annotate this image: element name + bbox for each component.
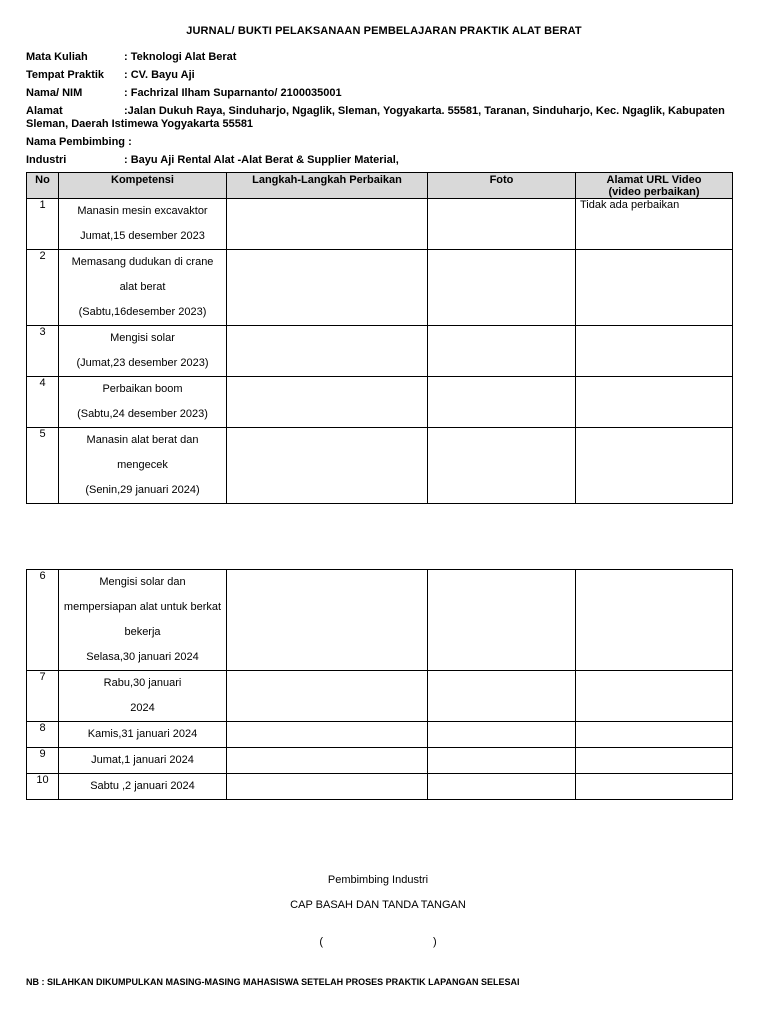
tempat-label: Tempat Praktik bbox=[26, 69, 105, 81]
table-row bbox=[27, 722, 733, 748]
kompetensi-line: alat berat bbox=[119, 281, 166, 293]
industri-value: : Bayu Aji Rental Alat -Alat Berat & Supplier Material, bbox=[124, 154, 399, 166]
row-kompetensi bbox=[59, 326, 227, 377]
row-kompetensi bbox=[59, 722, 227, 748]
row-url: Tidak ada perbaikan bbox=[576, 199, 733, 250]
table-row bbox=[27, 671, 733, 722]
row-langkah bbox=[227, 199, 428, 250]
row-url bbox=[576, 722, 733, 748]
kompetensi-line: Manasin mesin excavaktor bbox=[77, 205, 208, 217]
row-kompetensi bbox=[59, 199, 227, 250]
row-url bbox=[576, 774, 733, 800]
row-no: 8 bbox=[27, 722, 59, 748]
row-kompetensi bbox=[59, 377, 227, 428]
row-no: 6 bbox=[27, 570, 59, 671]
kompetensi-line: (Senin,29 januari 2024) bbox=[85, 484, 200, 496]
table-row bbox=[27, 326, 733, 377]
info-nama-nim bbox=[26, 87, 342, 99]
alamat-label: Alamat bbox=[26, 105, 63, 117]
row-langkah bbox=[227, 722, 428, 748]
kompetensi-line: Memasang dudukan di crane bbox=[71, 256, 214, 268]
row-langkah bbox=[227, 671, 428, 722]
row-foto bbox=[428, 428, 576, 504]
kompetensi-line: Kamis,31 januari 2024 bbox=[87, 728, 198, 740]
row-kompetensi bbox=[59, 250, 227, 326]
table-row bbox=[27, 377, 733, 428]
row-langkah bbox=[227, 428, 428, 504]
row-kompetensi bbox=[59, 570, 227, 671]
info-pembimbing bbox=[26, 136, 132, 148]
table-row bbox=[27, 748, 733, 774]
journal-table-part1 bbox=[26, 172, 733, 504]
kompetensi-line: (Sabtu,24 desember 2023) bbox=[77, 408, 208, 420]
row-foto bbox=[428, 326, 576, 377]
table-header-row bbox=[27, 173, 733, 199]
row-foto bbox=[428, 377, 576, 428]
kompetensi-line: Selasa,30 januari 2024 bbox=[86, 651, 199, 663]
pembimbing-label: Nama Pembimbing : bbox=[26, 136, 132, 148]
header-url-line2: (video perbaikan) bbox=[608, 186, 700, 198]
row-foto bbox=[428, 671, 576, 722]
kompetensi-line: 2024 bbox=[130, 702, 155, 714]
info-alamat bbox=[26, 105, 736, 131]
row-kompetensi bbox=[59, 774, 227, 800]
row-no: 10 bbox=[27, 774, 59, 800]
nama-label: Nama/ NIM bbox=[26, 87, 83, 99]
row-foto bbox=[428, 250, 576, 326]
row-no: 9 bbox=[27, 748, 59, 774]
tempat-value: : CV. Bayu Aji bbox=[124, 69, 195, 81]
row-url bbox=[576, 326, 733, 377]
row-kompetensi bbox=[59, 748, 227, 774]
mata-kuliah-label: Mata Kuliah bbox=[26, 51, 88, 63]
row-kompetensi bbox=[59, 671, 227, 722]
row-foto bbox=[428, 748, 576, 774]
kompetensi-line: Manasin alat berat dan bbox=[86, 434, 199, 446]
kompetensi-line: (Jumat,23 desember 2023) bbox=[76, 357, 209, 369]
row-langkah bbox=[227, 326, 428, 377]
row-url bbox=[576, 570, 733, 671]
nama-value: : Fachrizal Ilham Suparnanto/ 2100035001 bbox=[124, 87, 342, 99]
kompetensi-line: Mengisi solar dan bbox=[99, 576, 186, 588]
header-no: No bbox=[27, 173, 59, 199]
table-row bbox=[27, 250, 733, 326]
row-kompetensi bbox=[59, 428, 227, 504]
info-industri bbox=[26, 154, 399, 166]
info-mata-kuliah bbox=[26, 51, 236, 63]
kompetensi-line: bekerja bbox=[124, 626, 161, 638]
row-no: 4 bbox=[27, 377, 59, 428]
table-row bbox=[27, 199, 733, 250]
row-langkah bbox=[227, 250, 428, 326]
row-langkah bbox=[227, 570, 428, 671]
signature-stamp: CAP BASAH DAN TANDA TANGAN bbox=[290, 899, 466, 911]
kompetensi-line: Perbaikan boom bbox=[102, 383, 183, 395]
table-row bbox=[27, 570, 733, 671]
table-row bbox=[27, 428, 733, 504]
kompetensi-line: mengecek bbox=[117, 459, 168, 471]
alamat-value: :Jalan Dukuh Raya, Sinduharjo, Ngaglik, Sleman, Yogyakarta. 55581, Taranan, Sinduharjo, Kec. Ngaglik, Kabupaten Sleman, Daerah Istimewa Yogyakarta 55581 bbox=[26, 105, 725, 130]
kompetensi-line: Jumat,1 januari 2024 bbox=[91, 754, 194, 766]
kompetensi-line: Rabu,30 januari bbox=[103, 677, 182, 689]
row-langkah bbox=[227, 377, 428, 428]
row-langkah bbox=[227, 748, 428, 774]
row-no: 5 bbox=[27, 428, 59, 504]
journal-table-part2 bbox=[26, 569, 733, 800]
header-url-line1: Alamat URL Video bbox=[606, 174, 702, 186]
mata-kuliah-value: : Teknologi Alat Berat bbox=[124, 51, 237, 63]
document-title: JURNAL/ BUKTI PELAKSANAAN PEMBELAJARAN PRAKTIK ALAT BERAT bbox=[186, 25, 582, 37]
header-foto: Foto bbox=[428, 173, 576, 199]
signature-role: Pembimbing Industri bbox=[327, 874, 429, 886]
kompetensi-line: Sabtu ,2 januari 2024 bbox=[90, 780, 195, 792]
kompetensi-line: Jumat,15 desember 2023 bbox=[80, 230, 205, 242]
header-langkah: Langkah-Langkah Perbaikan bbox=[227, 173, 428, 199]
row-foto bbox=[428, 774, 576, 800]
table-row bbox=[27, 774, 733, 800]
row-no: 3 bbox=[27, 326, 59, 377]
row-no: 2 bbox=[27, 250, 59, 326]
row-url bbox=[576, 428, 733, 504]
row-url bbox=[576, 748, 733, 774]
row-url bbox=[576, 250, 733, 326]
header-url bbox=[576, 173, 733, 199]
header-kompetensi: Kompetensi bbox=[59, 173, 227, 199]
signature-name-placeholder: ( ) bbox=[319, 936, 437, 948]
kompetensi-line: Mengisi solar bbox=[110, 332, 175, 344]
footer-note: NB : SILAHKAN DIKUMPULKAN MASING-MASING MAHASISWA SETELAH PROSES PRAKTIK LAPANGAN SELESAI bbox=[26, 977, 520, 987]
kompetensi-line: (Sabtu,16desember 2023) bbox=[78, 306, 207, 318]
info-tempat-praktik bbox=[26, 69, 195, 81]
row-no: 1 bbox=[27, 199, 59, 250]
row-no: 7 bbox=[27, 671, 59, 722]
row-url bbox=[576, 671, 733, 722]
row-langkah bbox=[227, 774, 428, 800]
industri-label: Industri bbox=[26, 154, 67, 166]
row-foto bbox=[428, 570, 576, 671]
kompetensi-line: mempersiapan alat untuk berkat bbox=[63, 601, 222, 613]
row-foto bbox=[428, 722, 576, 748]
row-foto bbox=[428, 199, 576, 250]
row-url bbox=[576, 377, 733, 428]
